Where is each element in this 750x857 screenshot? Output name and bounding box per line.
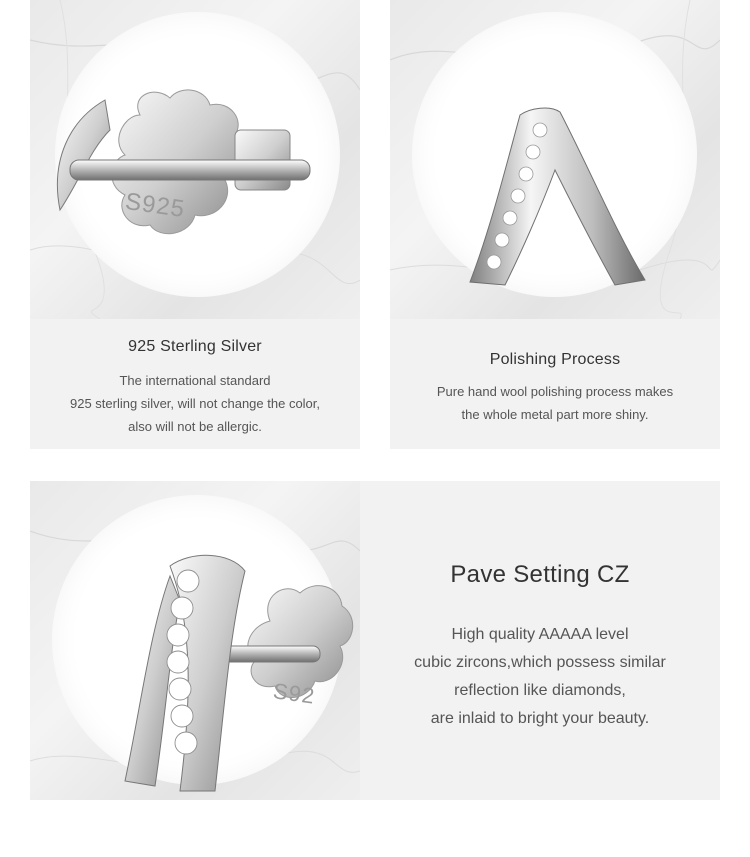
s925-stamp-text: S925 — [123, 187, 187, 224]
desc-line: The international standard — [119, 373, 271, 388]
earring-band-image — [390, 0, 720, 319]
pave-earring-image — [30, 481, 360, 800]
product-photo-earring-band — [390, 0, 720, 319]
card-description — [390, 380, 720, 426]
desc-line: are inlaid to bright your beauty. — [430, 710, 650, 727]
desc-line: reflection like diamonds, — [454, 682, 626, 699]
desc-line: High quality AAAAA level — [451, 626, 629, 643]
earring-clasp-image — [30, 0, 360, 319]
card-description — [360, 621, 720, 733]
desc-line: the whole metal part more shiny. — [461, 407, 649, 422]
desc-line: 925 sterling silver, will not change the color, — [69, 396, 321, 411]
feature-card-polishing — [390, 0, 720, 449]
desc-line: cubic zircons,which possess similar — [414, 654, 666, 671]
card-title: 925 Sterling Silver — [128, 338, 262, 355]
feature-card-pave-setting — [30, 481, 720, 800]
feature-card-sterling-silver — [30, 0, 360, 449]
desc-line: Pure hand wool polishing process makes — [436, 384, 674, 399]
product-photo-clasp — [30, 0, 360, 319]
card-text-panel — [360, 481, 720, 800]
card-title: Pave Setting CZ — [450, 561, 630, 588]
product-photo-pave-closeup — [30, 481, 360, 800]
card-title: Polishing Process — [489, 351, 621, 368]
card-description — [30, 369, 360, 438]
desc-line: also will not be allergic. — [128, 419, 262, 434]
s92-stamp-text: S92 — [271, 678, 317, 709]
